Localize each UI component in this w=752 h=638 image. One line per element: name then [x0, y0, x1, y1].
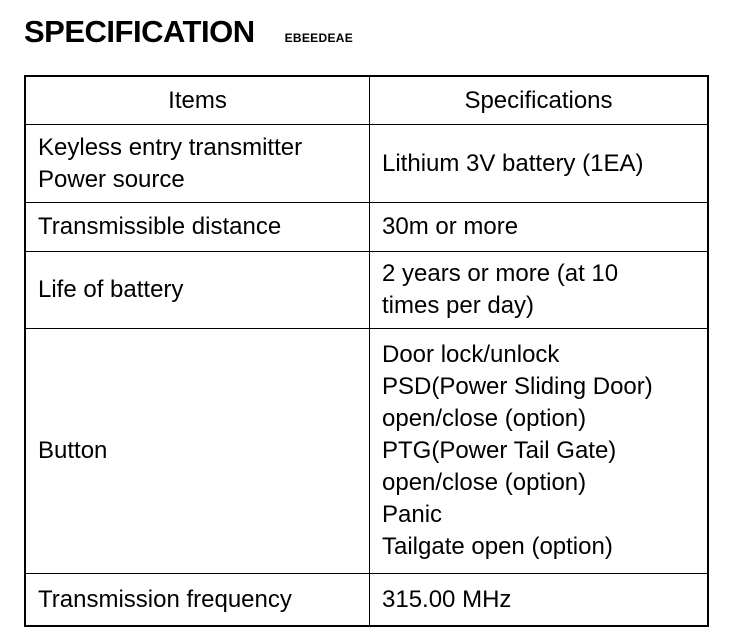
spec-line: 2 years or more (at 10 [382, 260, 619, 287]
spec-line: Lithium 3V battery (1EA) [382, 149, 644, 177]
spec-line: 30m or more [382, 213, 519, 240]
spec-line: open/close (option) [382, 469, 587, 496]
item-line: Keyless entry transmitter [38, 133, 303, 161]
table-row [25, 329, 708, 574]
column-header-specifications: Specifications [370, 76, 709, 125]
spec-cell [370, 574, 709, 627]
spec-heading [24, 14, 353, 50]
table-header-row [25, 76, 708, 125]
column-header-items: Items [25, 76, 370, 125]
item-line: Button [38, 437, 108, 464]
table-row [25, 203, 708, 252]
item-line: Power source [38, 165, 185, 193]
specification-table [24, 75, 709, 627]
item-line: Life of battery [38, 276, 184, 303]
item-cell [25, 125, 370, 203]
document-code: EBEEDEAE [284, 31, 354, 45]
spec-line: 315.00 MHz [382, 585, 512, 613]
spec-line: PTG(Power Tail Gate) [382, 437, 617, 464]
spec-line: open/close (option) [382, 405, 587, 432]
page-title: SPECIFICATION [24, 14, 255, 49]
item-cell [25, 574, 370, 627]
item-cell [25, 203, 370, 252]
table-row [25, 125, 708, 203]
spec-cell [370, 125, 709, 203]
spec-cell [370, 203, 709, 252]
item-cell [25, 252, 370, 329]
spec-cell [370, 252, 709, 329]
spec-line: times per day) [382, 292, 535, 319]
item-line: Transmission frequency [38, 585, 292, 613]
table-row [25, 574, 708, 627]
table-row [25, 252, 708, 329]
spec-line: Tailgate open (option) [382, 533, 613, 560]
item-line: Transmissible distance [38, 213, 282, 240]
spec-line: Door lock/unlock [382, 341, 560, 368]
spec-line: PSD(Power Sliding Door) [382, 373, 653, 400]
item-cell [25, 329, 370, 574]
spec-line: Panic [382, 501, 443, 528]
spec-cell [370, 329, 709, 574]
